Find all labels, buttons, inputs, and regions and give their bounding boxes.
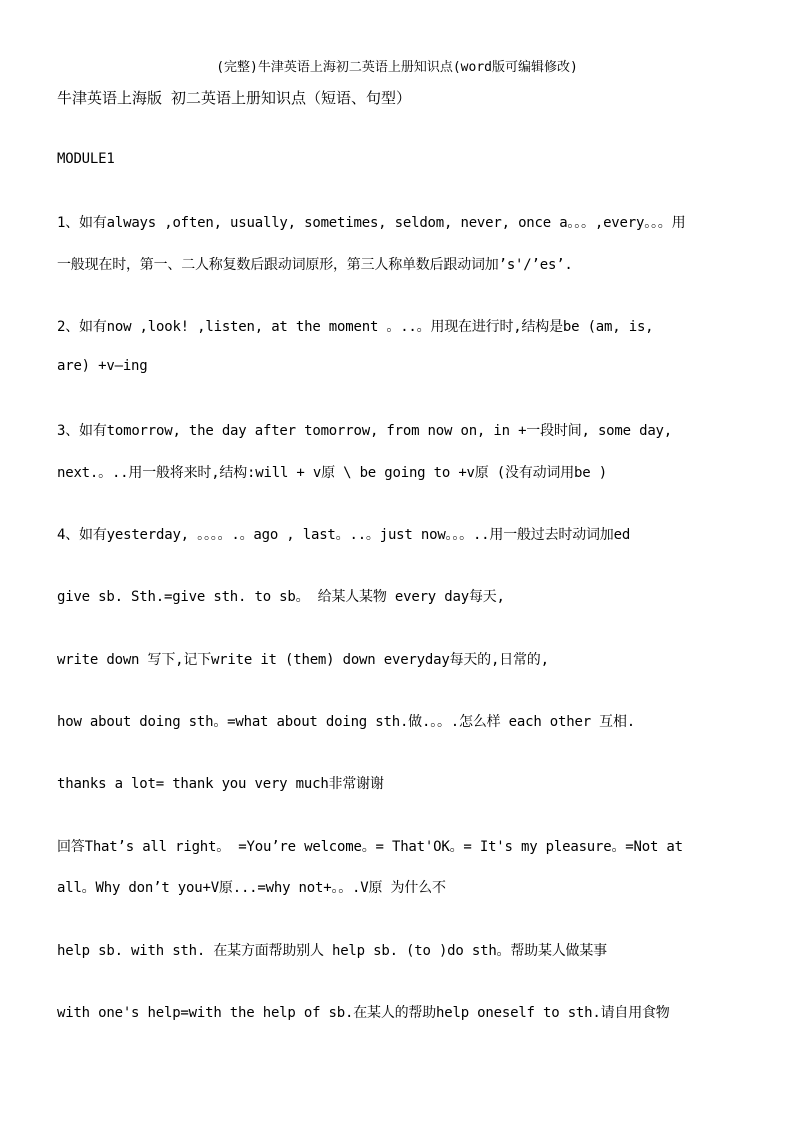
text-line: how about doing sth。=what about doing sth.做.。。.怎么样 each other 互相.	[57, 714, 636, 730]
text-line: 4、如有yesterday, 。。。。.。ago , last。..。just now。。。..用一般过去时动词加ed	[57, 527, 631, 543]
document-title: 牛津英语上海版 初二英语上册知识点（短语、句型）	[57, 89, 412, 107]
document-header: (完整)牛津英语上海初二英语上册知识点(word版可编辑修改)	[216, 60, 578, 75]
text-line: 回答That’s all right。 =You’re welcome。= That'OK。= It's my pleasure。=Not at	[57, 839, 683, 855]
text-line: are) +v—ing	[57, 358, 148, 374]
text-line: give sb. Sth.=give sth. to sb。 给某人某物 every day每天,	[57, 589, 505, 605]
text-line: write down 写下,记下write it (them) down everyday每天的,日常的,	[57, 652, 549, 668]
text-line: 一般现在时，第一、二人称复数后跟动词原形，第三人称单数后跟动词加’s'/’es’.	[57, 257, 573, 273]
text-line: 2、如有now ,look! ,listen, at the moment 。..。用现在进行时,结构是be (am, is,	[57, 319, 654, 335]
module-heading: MODULE1	[57, 151, 115, 167]
text-line: 3、如有tomorrow, the day after tomorrow, from now on, in +一段时间, some day,	[57, 423, 673, 439]
text-line: help sb. with sth. 在某方面帮助别人 help sb. (to )do sth。帮助某人做某事	[57, 943, 607, 959]
text-line: 1、如有always ,often, usually, sometimes, seldom, never, once a。。。,every。。。用	[57, 215, 686, 231]
text-line: with one's help=with the help of sb.在某人的帮助help oneself to sth.请自用食物	[57, 1005, 670, 1021]
text-line: thanks a lot= thank you very much非常谢谢	[57, 776, 384, 792]
text-line: all。Why don’t you+V原...=why not+。。.V原 为什么不	[57, 880, 446, 896]
text-line: next.。..用一般将来时,结构:will + v原 \ be going to +v原 (没有动词用be )	[57, 465, 607, 481]
